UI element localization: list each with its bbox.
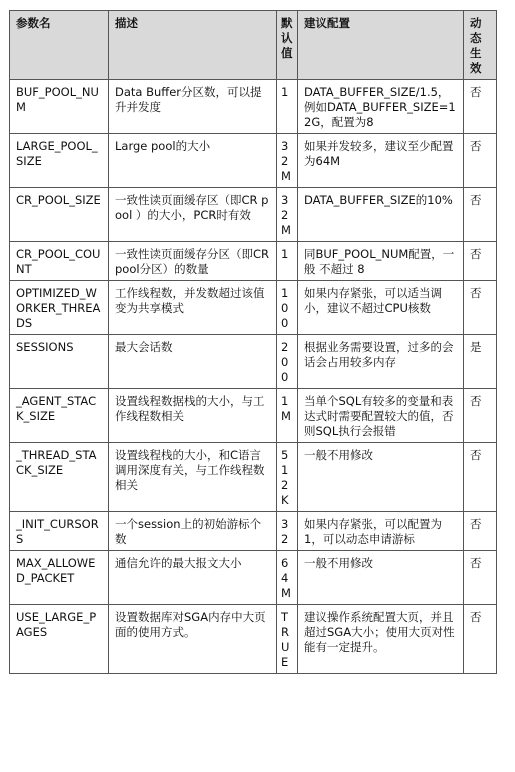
param-name-cell: OPTIMIZED_WORKER_THREADS — [10, 281, 109, 335]
default-value-cell: 64M — [277, 551, 298, 605]
table-row — [10, 551, 497, 605]
param-name-cell: _INIT_CURSORS — [10, 512, 109, 551]
table-row — [10, 134, 497, 188]
description-cell: Large pool的大小 — [109, 134, 277, 188]
description-cell: 设置线程栈的大小，和C语言调用深度有关，与工作线程数相关 — [109, 443, 277, 512]
dynamic-effect-cell: 是 — [464, 335, 497, 389]
default-value-cell: 32 — [277, 512, 298, 551]
param-name-cell: USE_LARGE_PAGES — [10, 605, 109, 674]
default-value-cell: 32M — [277, 188, 298, 242]
table-row — [10, 188, 497, 242]
dynamic-effect-cell: 否 — [464, 389, 497, 443]
default-value-cell: 100 — [277, 281, 298, 335]
default-value-cell: TRUE — [277, 605, 298, 674]
suggested-config-cell: DATA_BUFFER_SIZE/1.5，例如DATA_BUFFER_SIZE=12G，配置为8 — [298, 80, 464, 134]
dynamic-effect-cell: 否 — [464, 80, 497, 134]
description-cell: 设置线程数据栈的大小，与工作线程数相关 — [109, 389, 277, 443]
default-value-cell: 1 — [277, 242, 298, 281]
param-name-cell: _AGENT_STACK_SIZE — [10, 389, 109, 443]
default-value-cell: 200 — [277, 335, 298, 389]
suggested-config-cell: 一般不用修改 — [298, 551, 464, 605]
table-row — [10, 605, 497, 674]
param-name-cell: SESSIONS — [10, 335, 109, 389]
header-name: 参数名 — [10, 11, 109, 80]
table-row — [10, 512, 497, 551]
parameter-table — [9, 10, 497, 674]
table-row — [10, 80, 497, 134]
table-body — [10, 80, 497, 674]
dynamic-effect-cell: 否 — [464, 443, 497, 512]
description-cell: 一个session上的初始游标个数 — [109, 512, 277, 551]
dynamic-effect-cell: 否 — [464, 188, 497, 242]
header-suggested-config: 建议配置 — [298, 11, 464, 80]
dynamic-effect-cell: 否 — [464, 134, 497, 188]
suggested-config-cell: 如果内存紧张，可以配置为1，可以动态申请游标 — [298, 512, 464, 551]
table-row — [10, 443, 497, 512]
suggested-config-cell: 根据业务需要设置，过多的会话会占用较多内存 — [298, 335, 464, 389]
default-value-cell: 512K — [277, 443, 298, 512]
suggested-config-cell: 建议操作系统配置大页，并且超过SGA大小；使用大页对性能有一定提升。 — [298, 605, 464, 674]
suggested-config-cell: 一般不用修改 — [298, 443, 464, 512]
table-row — [10, 389, 497, 443]
suggested-config-cell: 如果并发较多，建议至少配置为64M — [298, 134, 464, 188]
header-dynamic-effect: 动态生效 — [464, 11, 497, 80]
param-name-cell: CR_POOL_COUNT — [10, 242, 109, 281]
dynamic-effect-cell: 否 — [464, 242, 497, 281]
suggested-config-cell: 当单个SQL有较多的变量和表达式时需要配置较大的值，否则SQL执行会报错 — [298, 389, 464, 443]
table-row — [10, 242, 497, 281]
description-cell: 通信允许的最大报文大小 — [109, 551, 277, 605]
dynamic-effect-cell: 否 — [464, 551, 497, 605]
header-row — [10, 11, 497, 80]
header-description: 描述 — [109, 11, 277, 80]
dynamic-effect-cell: 否 — [464, 605, 497, 674]
suggested-config-cell: 同BUF_POOL_NUM配置，一般 不超过 8 — [298, 242, 464, 281]
default-value-cell: 1 — [277, 80, 298, 134]
description-cell: 工作线程数，并发数超过该值变为共享模式 — [109, 281, 277, 335]
dynamic-effect-cell: 否 — [464, 512, 497, 551]
suggested-config-cell: 如果内存紧张，可以适当调小，建议不超过CPU核数 — [298, 281, 464, 335]
description-cell: Data Buffer分区数，可以提升并发度 — [109, 80, 277, 134]
table-row — [10, 335, 497, 389]
header-default-value: 默认值 — [277, 11, 298, 80]
default-value-cell: 1M — [277, 389, 298, 443]
param-name-cell: BUF_POOL_NUM — [10, 80, 109, 134]
description-cell: 最大会话数 — [109, 335, 277, 389]
suggested-config-cell: DATA_BUFFER_SIZE的10% — [298, 188, 464, 242]
dynamic-effect-cell: 否 — [464, 281, 497, 335]
description-cell: 一致性读页面缓存区（即CR pool ）的大小，PCR时有效 — [109, 188, 277, 242]
table-row — [10, 281, 497, 335]
default-value-cell: 32M — [277, 134, 298, 188]
param-name-cell: MAX_ALLOWED_PACKET — [10, 551, 109, 605]
param-name-cell: _THREAD_STACK_SIZE — [10, 443, 109, 512]
param-name-cell: CR_POOL_SIZE — [10, 188, 109, 242]
description-cell: 一致性读页面缓存分区（即CR pool分区）的数量 — [109, 242, 277, 281]
param-name-cell: LARGE_POOL_SIZE — [10, 134, 109, 188]
description-cell: 设置数据库对SGA内存中大页面的使用方式。 — [109, 605, 277, 674]
